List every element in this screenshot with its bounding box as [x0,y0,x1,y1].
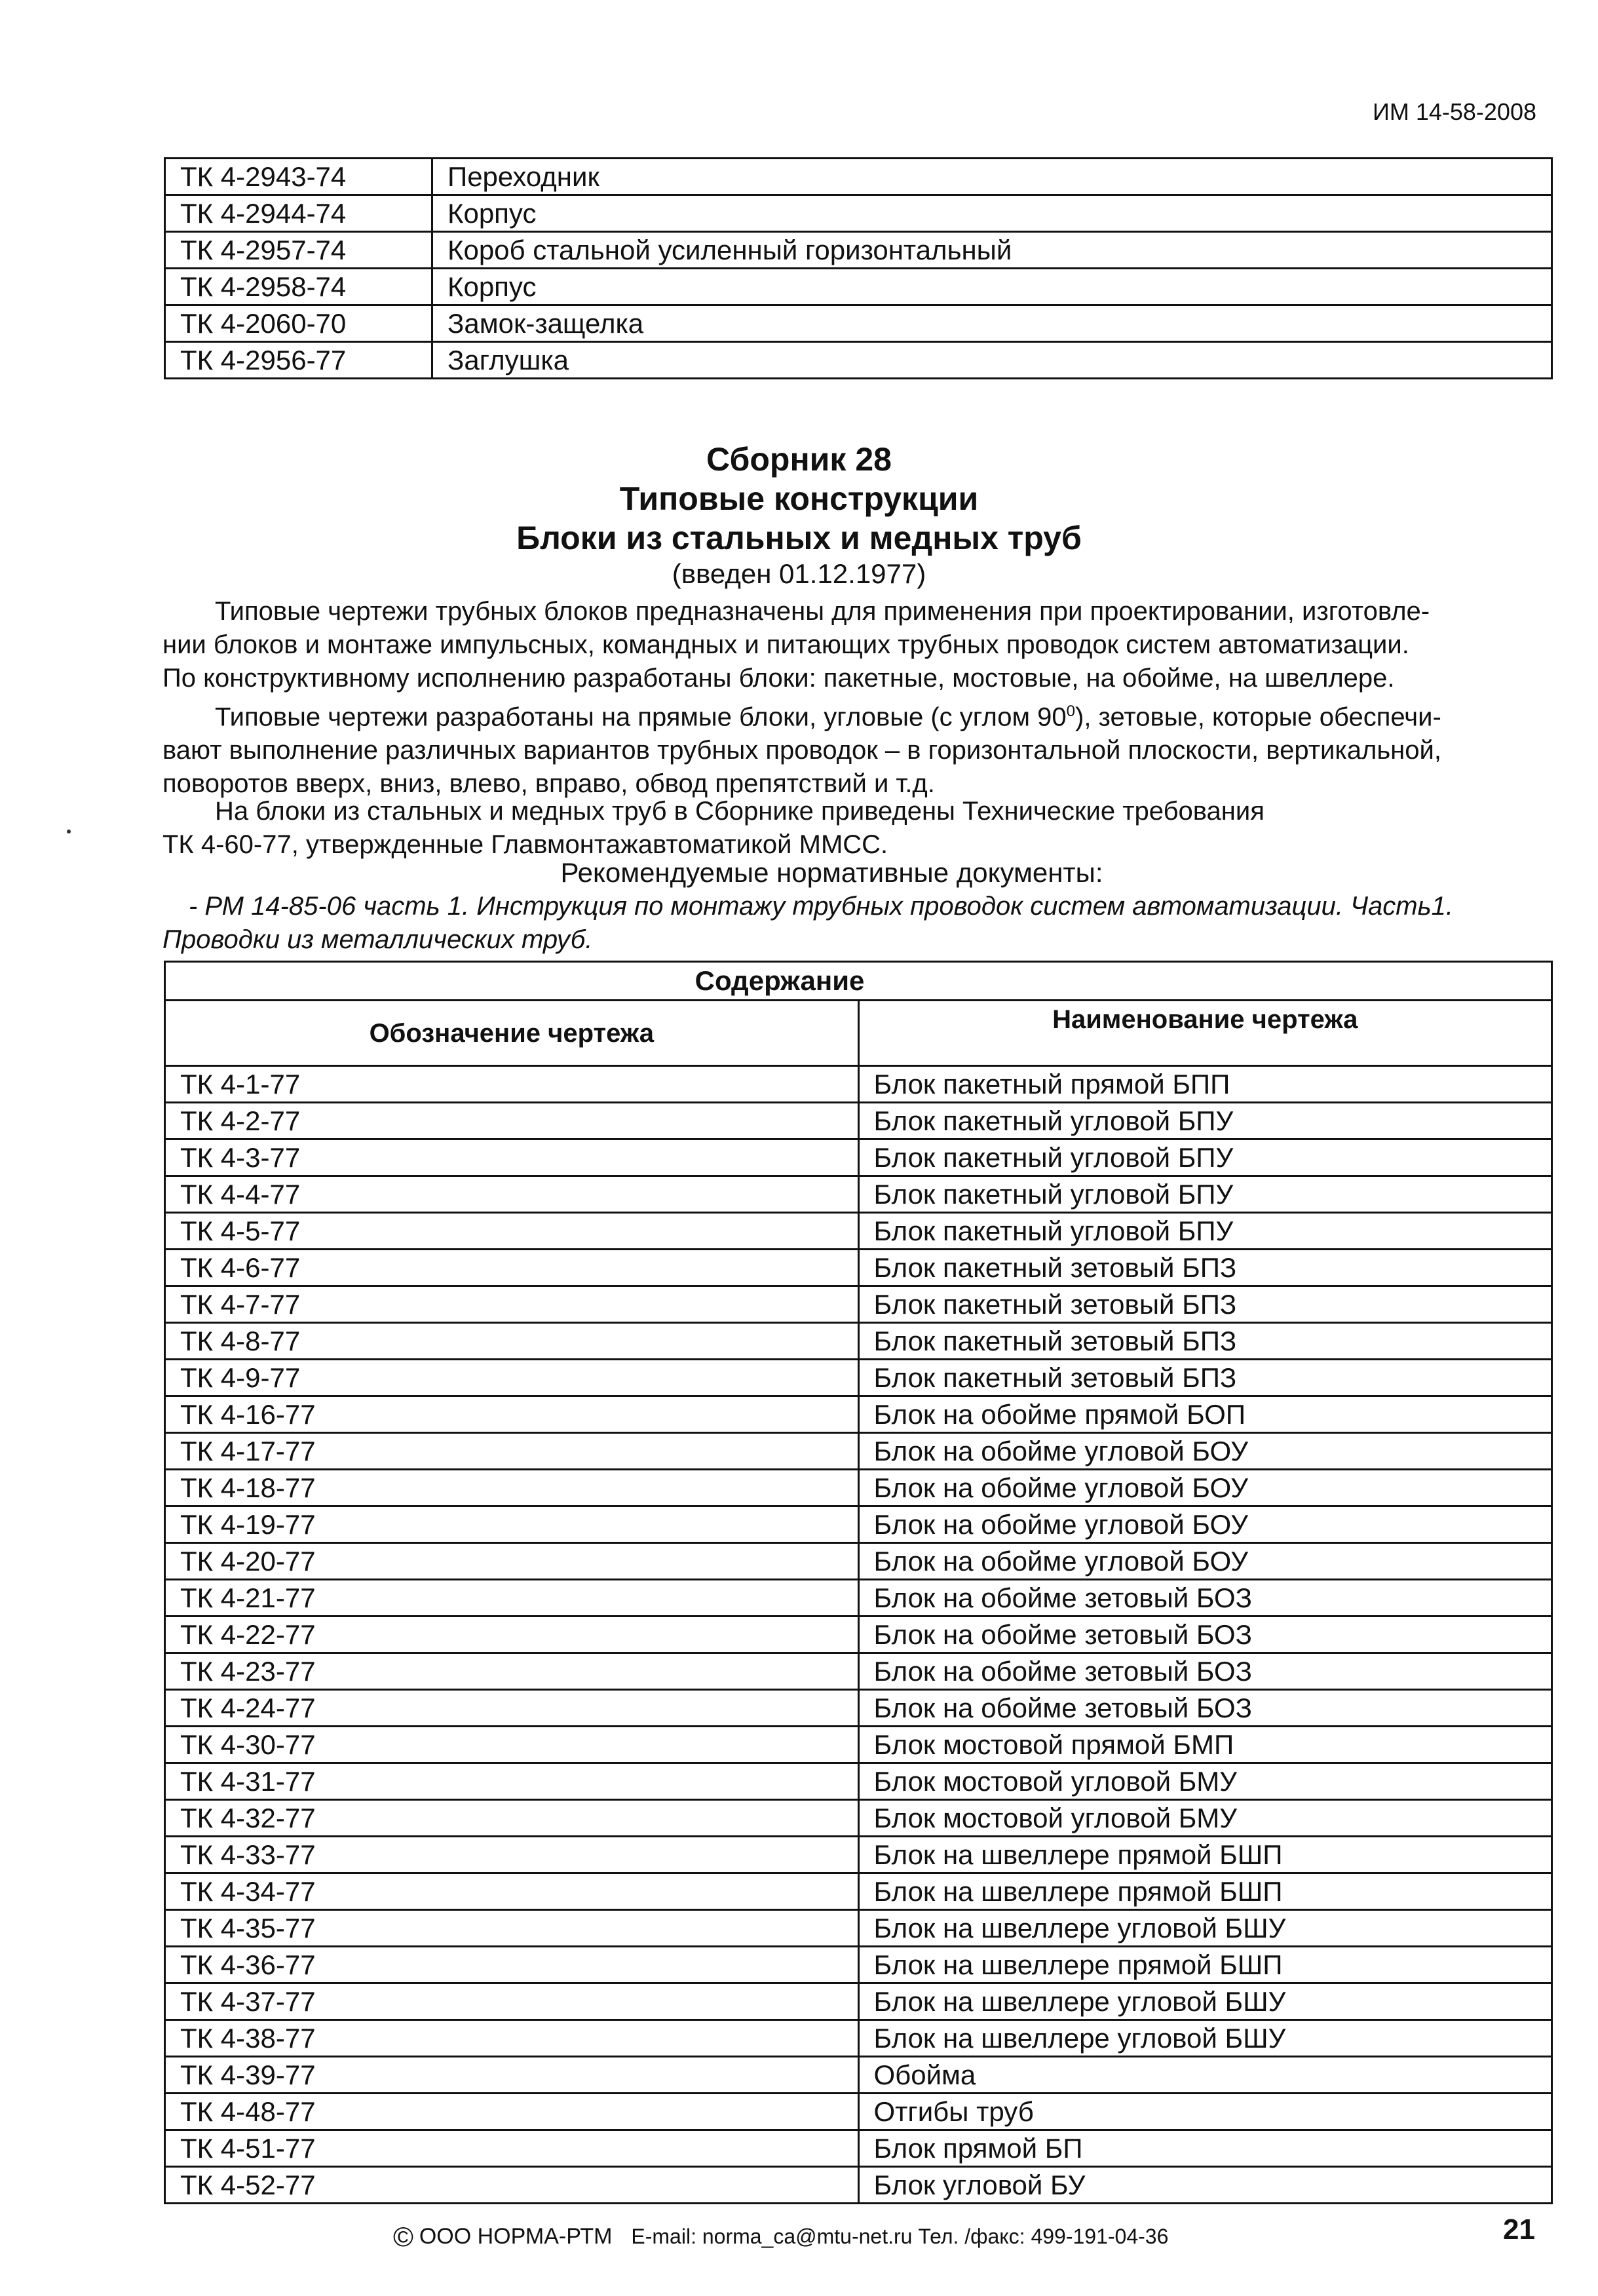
table-row [165,305,1552,342]
table-row [165,1617,1552,1653]
drawing-code-cell: ТК 4-5-77 [165,1213,859,1250]
top-table [164,157,1553,379]
drawing-code-cell: ТК 4-2943-74 [165,159,432,195]
table-row [165,232,1552,269]
drawing-name-cell: Обойма [858,2057,1552,2094]
drawing-code-cell: ТК 4-9-77 [165,1360,859,1396]
recommended-docs-title: Рекомендуемые нормативные документы: [560,857,1103,888]
drawing-code-cell: ТК 4-19-77 [165,1506,859,1543]
table-row [165,2057,1552,2094]
organization-name: ООО НОРМА-РТМ [419,2224,613,2249]
drawing-name-cell: Блок на обойме зетовый БОЗ [858,1580,1552,1617]
drawing-code-cell: ТК 4-17-77 [165,1433,859,1470]
text-line [162,695,1551,734]
table-row [165,1470,1552,1506]
table-row [165,1250,1552,1286]
drawing-name-cell: Блок мостовой угловой БМУ [858,1800,1552,1837]
drawing-code-cell: ТК 4-39-77 [165,2057,859,2094]
text-line: Типовые чертежи трубных блоков предназначены для применения при проектировании, изготовле- [215,597,1430,626]
contents-caption: Содержание [165,962,1552,1001]
drawing-code-cell: ТК 4-52-77 [165,2167,859,2204]
drawing-name-cell: Блок пакетный угловой БПУ [858,1176,1552,1213]
paragraph-types [162,695,1551,801]
document-code: ИМ 14-58-2008 [1372,98,1536,125]
drawing-code-cell: ТК 4-35-77 [165,1910,859,1947]
drawing-name-cell: Отгибы труб [858,2094,1552,2130]
drawing-code-cell: ТК 4-21-77 [165,1580,859,1617]
page-number: 21 [1503,2213,1535,2246]
drawing-name-cell: Блок на швеллере прямой БШП [858,1873,1552,1910]
text-line: вают выполнение различных вариантов трубных проводок – в горизонтальной плоскости, вертикальной, [162,736,1441,765]
drawing-name-cell: Блок на швеллере угловой БШУ [858,2020,1552,2057]
drawing-code-cell: ТК 4-48-77 [165,2094,859,2130]
drawing-name-cell: Блок на обойме угловой БОУ [858,1506,1552,1543]
drawing-code-cell: ТК 4-2060-70 [165,305,432,342]
table-row [165,1690,1552,1727]
column-header-name: Наименование чертежа [858,1001,1552,1066]
table-row [165,1066,1552,1103]
drawing-code-cell: ТК 4-33-77 [165,1837,859,1873]
section-subtitle: Типовые конструкции [619,480,979,517]
drawing-code-cell: ТК 4-31-77 [165,1763,859,1800]
drawing-name-cell: Переходник [432,159,1552,195]
drawing-name-cell: Блок пакетный зетовый БПЗ [858,1250,1552,1286]
table-row [165,2167,1552,2204]
drawing-name-cell: Короб стальной усиленный горизонтальный [432,232,1552,269]
drawing-code-cell: ТК 4-8-77 [165,1323,859,1360]
table-row [165,1103,1552,1139]
drawing-name-cell: Блок на швеллере угловой БШУ [858,1910,1552,1947]
drawing-name-cell: Блок мостовой угловой БМУ [858,1763,1552,1800]
table-row [165,1653,1552,1690]
drawing-name-cell: Корпус [432,269,1552,305]
drawing-code-cell: ТК 4-2957-74 [165,232,432,269]
table-row [165,1433,1552,1470]
drawing-code-cell: ТК 4-51-77 [165,2130,859,2167]
column-header-code: Обозначение чертежа [165,1001,859,1066]
text-line: поворотов вверх, вниз, влево, вправо, обвод препятствий и т.д. [162,769,935,799]
drawing-code-cell: ТК 4-32-77 [165,1800,859,1837]
drawing-code-cell: ТК 4-18-77 [165,1470,859,1506]
table-row [165,1800,1552,1837]
table-row [165,342,1552,379]
text-line: ТК 4-60-77, утвержденные Главмонтажавтоматикой ММСС. [162,830,888,859]
margin-dot [67,830,71,833]
table-row [165,1947,1552,1983]
table-row [165,1323,1552,1360]
drawing-name-cell: Блок на швеллере прямой БШП [858,1947,1552,1983]
drawing-name-cell: Блок на обойме зетовый БОЗ [858,1617,1552,1653]
drawing-code-cell: ТК 4-36-77 [165,1947,859,1983]
contact-info: E-mail: norma_ca@mtu-net.ru Тел. /факс: 499-191-04-36 [631,2225,1169,2248]
drawing-name-cell: Блок на швеллере прямой БШП [858,1837,1552,1873]
drawing-name-cell: Блок мостовой прямой БМП [858,1727,1552,1763]
table-row [165,1396,1552,1433]
section-title: Сборник 28 [706,441,892,478]
recommended-docs-item [162,890,1565,957]
drawing-name-cell: Блок на швеллере угловой БШУ [858,1983,1552,2020]
text-line: На блоки из стальных и медных труб в Сборнике приведены Технические требования [215,797,1265,826]
drawing-code-cell: ТК 4-24-77 [165,1690,859,1727]
table-row [165,2020,1552,2057]
drawing-code-cell: ТК 4-3-77 [165,1139,859,1176]
drawing-code-cell: ТК 4-2944-74 [165,195,432,232]
drawing-name-cell: Блок пакетный угловой БПУ [858,1213,1552,1250]
drawing-name-cell: Блок пакетный угловой БПУ [858,1139,1552,1176]
drawing-code-cell: ТК 4-2-77 [165,1103,859,1139]
table-row [165,195,1552,232]
drawing-name-cell: Блок на обойме прямой БОП [858,1396,1552,1433]
table-row [165,1543,1552,1580]
table-row [165,1506,1552,1543]
table-row [165,159,1552,195]
table-row [165,1213,1552,1250]
drawing-code-cell: ТК 4-2958-74 [165,269,432,305]
drawing-code-cell: ТК 4-38-77 [165,2020,859,2057]
drawing-code-cell: ТК 4-4-77 [165,1176,859,1213]
drawing-code-cell: ТК 4-37-77 [165,1983,859,2020]
paragraph-purpose [162,595,1551,695]
text-fragment: ), зетовые, которые обеспечи- [1075,702,1441,732]
table-row [165,2130,1552,2167]
text-line: - РМ 14-85-06 часть 1. Инструкция по монтажу трубных проводок систем автоматизации. Часть1. [189,892,1453,921]
table-row [165,269,1552,305]
table-row [165,1983,1552,2020]
drawing-name-cell: Блок на обойме зетовый БОЗ [858,1653,1552,1690]
drawing-code-cell: ТК 4-34-77 [165,1873,859,1910]
drawing-code-cell: ТК 4-30-77 [165,1727,859,1763]
table-row [165,1873,1552,1910]
contents-table [164,961,1553,2204]
drawing-code-cell: ТК 4-1-77 [165,1066,859,1103]
table-row [165,1727,1552,1763]
drawing-name-cell: Заглушка [432,342,1552,379]
drawing-name-cell: Блок угловой БУ [858,2167,1552,2204]
drawing-code-cell: ТК 4-7-77 [165,1286,859,1323]
drawing-name-cell: Замок-защелка [432,305,1552,342]
drawing-name-cell: Блок пакетный зетовый БПЗ [858,1360,1552,1396]
drawing-name-cell: Блок прямой БП [858,2130,1552,2167]
table-row [165,1763,1552,1800]
drawing-name-cell: Блок на обойме угловой БОУ [858,1543,1552,1580]
text-line: По конструктивному исполнению разработаны блоки: пакетные, мостовые, на обойме, на швеллере. [162,664,1395,693]
table-row [165,1580,1552,1617]
drawing-code-cell: ТК 4-6-77 [165,1250,859,1286]
drawing-name-cell: Блок пакетный угловой БПУ [858,1103,1552,1139]
drawing-code-cell: ТК 4-16-77 [165,1396,859,1433]
drawing-name-cell: Блок пакетный прямой БПП [858,1066,1552,1103]
table-row [165,2094,1552,2130]
table-row [165,1837,1552,1873]
text-fragment: Типовые чертежи разработаны на прямые блоки, угловые (с углом 90 [215,702,1067,732]
text-line: Проводки из металлических труб. [162,925,593,954]
section-subtitle-2: Блоки из стальных и медных труб [516,520,1082,556]
drawing-code-cell: ТК 4-23-77 [165,1653,859,1690]
footer [393,2221,1168,2253]
paragraph-requirements [162,795,1551,862]
text-line: нии блоков и монтаже импульсных, командных и питающих трубных проводок систем автоматизации. [162,630,1409,659]
table-row [165,1286,1552,1323]
drawing-code-cell: ТК 4-20-77 [165,1543,859,1580]
drawing-code-cell: ТК 4-2956-77 [165,342,432,379]
table-row [165,1910,1552,1947]
introduced-date: (введен 01.12.1977) [672,558,926,589]
drawing-name-cell: Блок на обойме угловой БОУ [858,1470,1552,1506]
drawing-name-cell: Корпус [432,195,1552,232]
drawing-name-cell: Блок на обойме зетовый БОЗ [858,1690,1552,1727]
drawing-code-cell: ТК 4-22-77 [165,1617,859,1653]
table-row [165,1139,1552,1176]
copyright-symbol: © [393,2221,413,2252]
degree-superscript: 0 [1066,702,1075,720]
drawing-name-cell: Блок на обойме угловой БОУ [858,1433,1552,1470]
table-row [165,1176,1552,1213]
drawing-name-cell: Блок пакетный зетовый БПЗ [858,1286,1552,1323]
drawing-name-cell: Блок пакетный зетовый БПЗ [858,1323,1552,1360]
table-row [165,1360,1552,1396]
